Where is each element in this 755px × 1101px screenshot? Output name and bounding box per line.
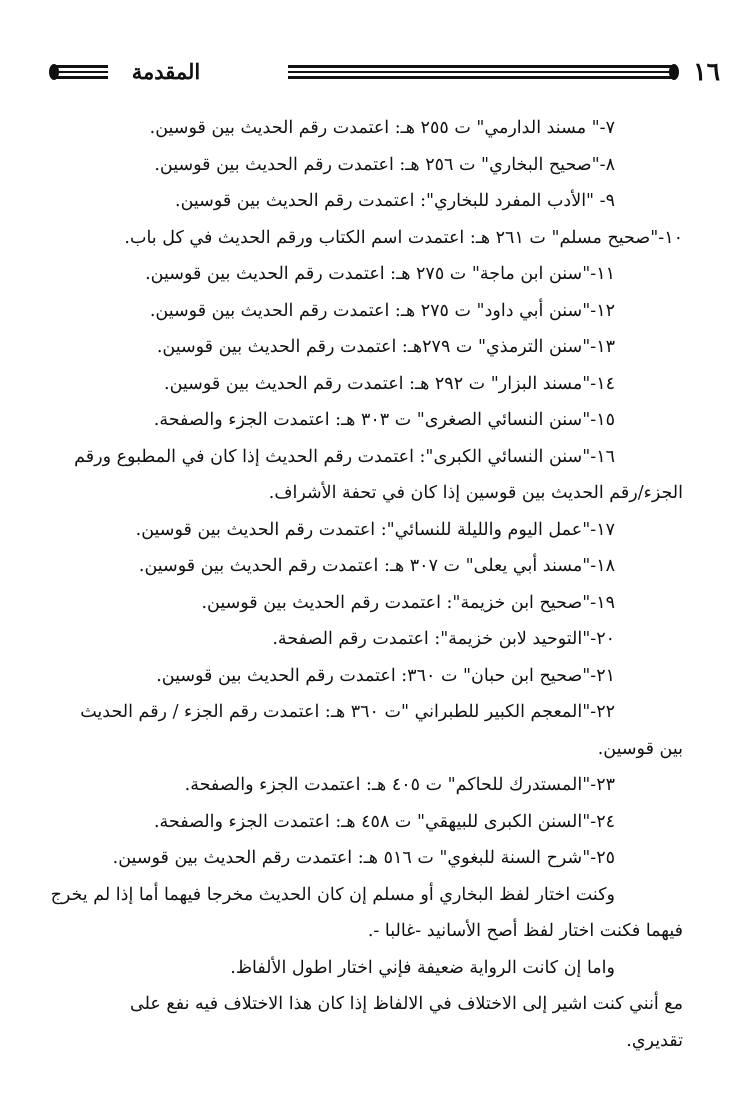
source-item-21: ٢١-"صحيح ابن حبان" ت ٣٦٠: اعتمدت رقم الحديث بين قوسين. — [156, 665, 615, 686]
source-item-14: ١٤-"مسند البزار" ت ٢٩٢ هـ: اعتمدت رقم الحديث بين قوسين. — [164, 373, 615, 394]
source-item-22: ٢٢-"المعجم الكبير للطبراني "ت ٣٦٠ هـ: اعتمدت رقم الجزء / رقم الحديث — [80, 702, 615, 722]
source-item-20: ٢٠-"التوحيد لابن خزيمة": اعتمدت رقم الصفحة. — [272, 629, 615, 649]
source-item-11: ١١-"سنن ابن ماجة" ت ٢٧٥ هـ: اعتمدت رقم الحديث بين قوسين. — [145, 264, 615, 284]
header-ornament-rule-left — [48, 62, 108, 82]
source-item-18: ١٨-"مسند أبي يعلى" ت ٣٠٧ هـ: اعتمدت رقم الحديث بين قوسين. — [138, 556, 615, 576]
body-text — [50, 110, 683, 1059]
source-item-22-continued: بين قوسين. — [597, 738, 683, 759]
page-header — [48, 54, 720, 90]
paragraph-wording-line-2: فيهما فكنت اختار لفظ أصح الأسانيد -غالبا -. — [367, 921, 683, 941]
page-number: ١٦ — [693, 57, 720, 86]
source-item-24: ٢٤-"السنن الكبرى للبيهقي" ت ٤٥٨ هـ: اعتمدت الجزء والصفحة. — [153, 811, 615, 832]
paragraph-differences-line-1: مع أنني كنت اشير إلى الاختلاف في الالفاظ إذا كان هذا الاختلاف فيه نفع على — [130, 994, 683, 1014]
source-item-17: ١٧-"عمل اليوم والليلة للنسائي": اعتمدت رقم الحديث بين قوسين. — [135, 519, 615, 540]
source-item-25: ٢٥-"شرح السنة للبغوي" ت ٥١٦ هـ: اعتمدت رقم الحديث بين قوسين. — [112, 848, 615, 868]
source-item-23: ٢٣-"المستدرك للحاكم" ت ٤٠٥ هـ: اعتمدت الجزء والصفحة. — [184, 775, 615, 795]
paragraph-wording-line-1: وكنت اختار لفظ البخاري أو مسلم إن كان الحديث مخرجا فيهما أما إذا لم يخرج — [50, 884, 615, 905]
source-item-13: ١٣-"سنن الترمذي" ت ٢٧٩هـ: اعتمدت رقم الحديث بين قوسين. — [156, 337, 615, 357]
source-item-08: ٨-"صحيح البخاري" ت ٢٥٦ هـ: اعتمدت رقم الحديث بين قوسين. — [154, 154, 615, 175]
header-ornament-rule — [280, 62, 680, 82]
source-item-07: ٧-" مسند الدارمي" ت ٢٥٥ هـ: اعتمدت رقم الحديث بين قوسين. — [149, 118, 615, 138]
source-item-12: ١٢-"سنن أبي داود" ت ٢٧٥ هـ: اعتمدت رقم الحديث بين قوسين. — [149, 300, 615, 321]
source-item-09: ٩- "الأدب المفرد للبخاري": اعتمدت رقم الحديث بين قوسين. — [175, 191, 615, 211]
source-item-16-continued: الجزء/رقم الحديث بين قوسين إذا كان في تحفة الأشراف. — [268, 483, 683, 503]
source-item-16: ١٦-"سنن النسائي الكبرى": اعتمدت رقم الحديث إذا كان في المطبوع ورقم — [74, 446, 615, 467]
paragraph-weak-narration: واما إن كانت الرواية ضعيفة فإني اختار اطول الألفاظ. — [230, 957, 615, 978]
source-item-10: ١٠-"صحيح مسلم" ت ٢٦١ هـ: اعتمدت اسم الكتاب ورقم الحديث في كل باب. — [124, 227, 683, 248]
source-item-15: ١٥-"سنن النسائي الصغرى" ت ٣٠٣ هـ: اعتمدت الجزء والصفحة. — [153, 410, 615, 430]
section-title: المقدمة — [106, 54, 226, 90]
source-item-19: ١٩-"صحيح ابن خزيمة": اعتمدت رقم الحديث بين قوسين. — [201, 592, 615, 613]
paragraph-differences-line-2: تقديري. — [626, 1030, 683, 1051]
